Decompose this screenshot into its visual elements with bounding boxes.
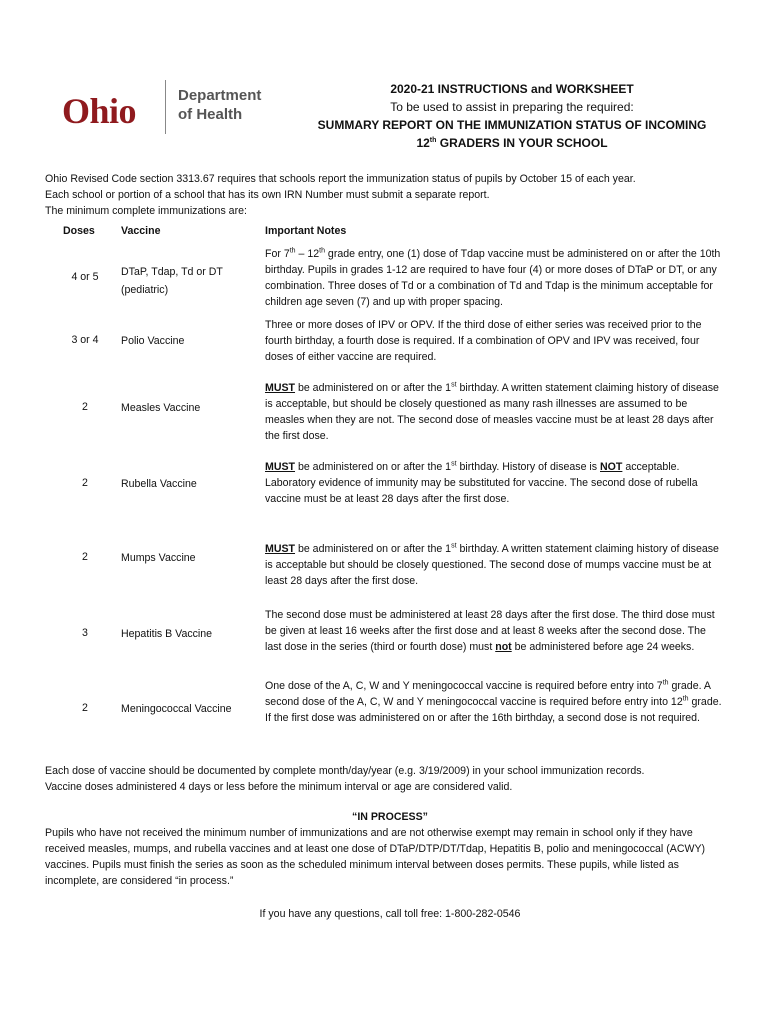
row-vaccine: Meningococcal Vaccine — [121, 703, 232, 715]
header-grade-line: 12th GRADERS IN YOUR SCHOOL — [416, 136, 608, 150]
in-process-body: Pupils who have not received the minimum number of immunizations and are not otherwise exempt may remain in school only if they have received measles, mumps, and rubella vaccines and at least one dose of DTaP/DTP/DT/Tdap, Hepatitis B, polio and meningococcal (ACWY) vaccines. Pupils must finish the series as soon as the scheduled minimum interval between doses permits. These pupils, while listed as incomplete, are considered “in process.” — [45, 827, 706, 887]
row-vaccine: Rubella Vaccine — [121, 478, 197, 490]
ohio-department-of-health-logo — [62, 80, 282, 136]
contact-line: If you have any questions, call toll free: 1-800-282-0546 — [259, 908, 521, 920]
row-doses: 2 — [82, 477, 88, 489]
column-header-notes: Important Notes — [265, 225, 347, 237]
row-note: For 7th – 12th grade entry, one (1) dose of Tdap vaccine must be administered on or after the 10th birthday. Pupils in grades 1-12 are required to have four (4) or more doses of DTaP or DT, or any combination. Three doses of Td or a combination of Td and Tdap is the minimum acceptable for children age seven (7) and up with proper spacing. — [265, 247, 721, 308]
row-doses: 2 — [82, 401, 88, 413]
document-header — [292, 80, 732, 152]
row-note: MUST be administered on or after the 1st birthday. A written statement claiming history of disease is acceptable, but should be closely questioned as many rash illnesses are assumed to be measles when they are not. The second dose of measles vaccine must be at least 28 days after the first dose. — [265, 381, 719, 442]
logo-dept-line1: Department — [178, 87, 262, 104]
logo-department-text — [178, 86, 261, 124]
logo-dept-line2: of Health — [178, 106, 243, 123]
row-vaccine: Hepatitis B Vaccine — [121, 628, 213, 640]
row-vaccine: Polio Vaccine — [121, 335, 185, 347]
row-note: MUST be administered on or after the 1st birthday. History of disease is NOT acceptable. Laboratory evidence of immunity may be substituted for vaccine. The second dose of rubella vaccine must be at least 28 days after the first dose. — [265, 460, 698, 505]
table-row — [0, 459, 770, 509]
table-row — [0, 541, 770, 591]
header-report-name: SUMMARY REPORT ON THE IMMUNIZATION STATUS OF INCOMING — [317, 118, 707, 132]
table-row — [0, 678, 770, 742]
row-note: Three or more doses of IPV or OPV. If the third dose of either series was received prior to the fourth birthday, a fourth dose is required. If a combination of OPV and IPV was received, four doses of either vaccine are required. — [265, 319, 702, 363]
documentation-note — [45, 763, 735, 795]
row-note: MUST be administered on or after the 1st birthday. A written statement claiming history of disease is acceptable but should be closely questioned. The second dose of mumps vaccine must be at least 28 days after the first dose. — [265, 542, 719, 587]
intro-text — [45, 171, 735, 219]
row-note: One dose of the A, C, W and Y meningococcal vaccine is required before entry into 7th grade. A second dose of the A, C, W and Y meningococcal vaccine is required before entry into 12th grade. If the first dose was administered on or after the 16th birthday, a second dose is not required. — [265, 679, 722, 724]
table-row — [0, 317, 770, 367]
documentation-line: Vaccine doses administered 4 days or less before the minimum interval or age are considered valid. — [45, 781, 513, 793]
row-vaccine: Mumps Vaccine — [121, 552, 196, 564]
intro-line: Each school or portion of a school that has its own IRN Number must submit a separate report. — [45, 189, 490, 201]
table-row — [0, 607, 770, 671]
row-vaccine: DTaP, Tdap, Td or DT (pediatric) — [121, 266, 223, 296]
row-doses: 3 or 4 — [71, 334, 99, 346]
logo-divider — [165, 80, 166, 134]
column-header-vaccine: Vaccine — [121, 225, 161, 237]
table-row — [0, 246, 770, 314]
logo-ohio-wordmark: Ohio — [62, 91, 137, 131]
intro-line: Ohio Revised Code section 3313.67 requires that schools report the immunization status of pupils by October 15 of each year. — [45, 173, 636, 185]
row-doses: 2 — [82, 702, 88, 714]
column-header-doses: Doses — [63, 225, 95, 237]
table-row — [0, 380, 770, 444]
intro-line: The minimum complete immunizations are: — [45, 205, 247, 217]
row-doses: 2 — [82, 551, 88, 563]
row-vaccine: Measles Vaccine — [121, 402, 201, 414]
documentation-line: Each dose of vaccine should be documented by complete month/day/year (e.g. 3/19/2009) in your school immunization records. — [45, 765, 645, 777]
header-title: 2020-21 INSTRUCTIONS and WORKSHEET — [390, 82, 634, 96]
row-note: The second dose must be administered at least 28 days after the first dose. The third dose must be given at least 16 weeks after the first dose and at least 8 weeks after the second dose. The last dose in the series (third or fourth dose) must not be administered before age 24 weeks. — [265, 609, 715, 653]
in-process-title: “IN PROCESS” — [352, 811, 428, 823]
row-doses: 3 — [82, 627, 88, 639]
header-subtitle: To be used to assist in preparing the required: — [390, 100, 634, 114]
row-doses: 4 or 5 — [71, 271, 99, 283]
